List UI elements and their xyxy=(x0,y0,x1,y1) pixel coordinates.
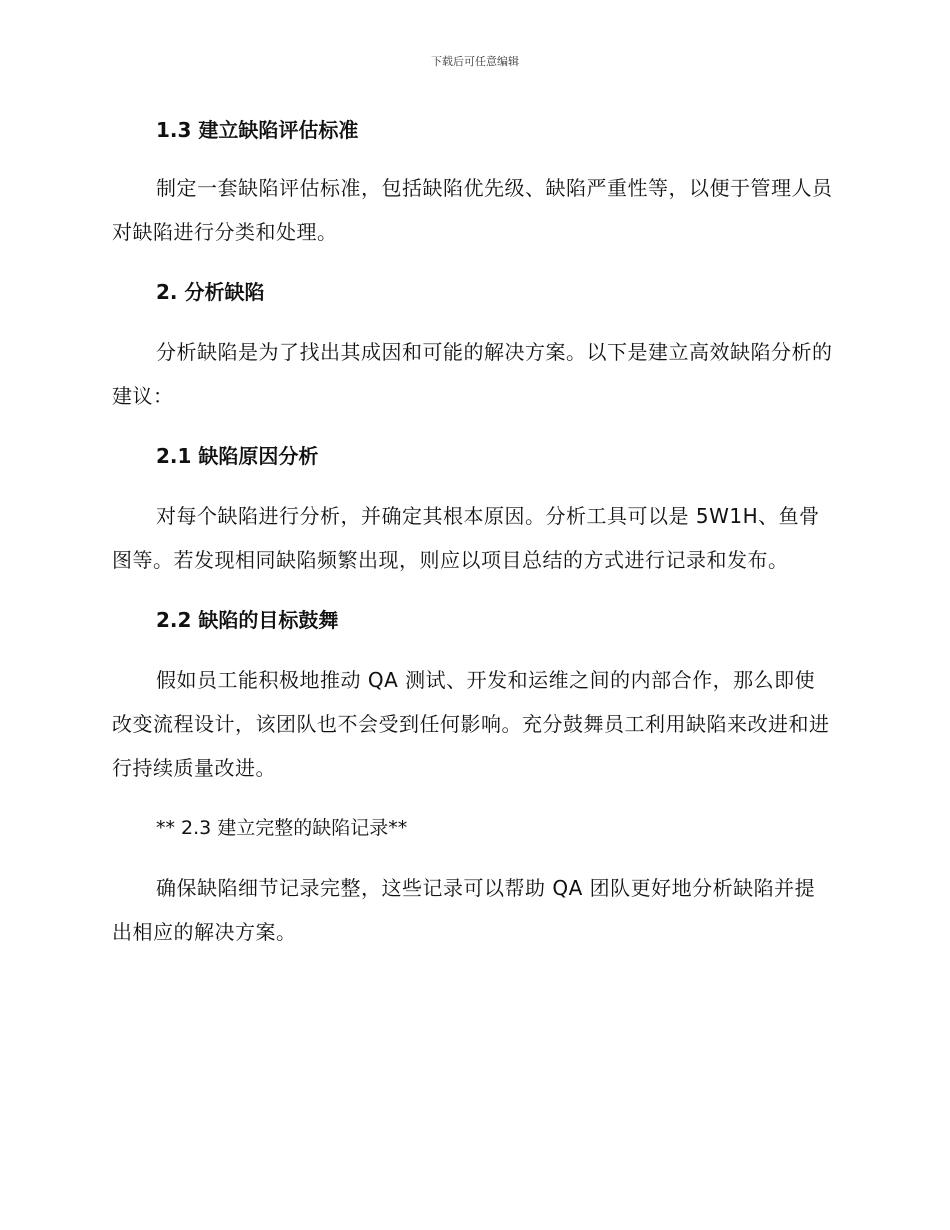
section-heading-2-1: 2.1 缺陷原因分析 xyxy=(156,444,319,468)
section-heading-2-2: 2.2 缺陷的目标鼓舞 xyxy=(156,608,339,632)
section-paragraph-2: 分析缺陷是为了找出其成因和可能的解决方案。以下是建立高效缺陷分析的建议： xyxy=(112,340,833,408)
section-heading-2-3: ** 2.3 建立完整的缺陷记录** xyxy=(156,817,408,839)
section-paragraph-2-1: 对每个缺陷进行分析，并确定其根本原因。分析工具可以是 5W1H、鱼骨图等。若发现相同缺陷频繁出现，则应以项目总结的方式进行记录和发布。 xyxy=(112,504,820,572)
section-paragraph-2-3: 确保缺陷细节记录完整，这些记录可以帮助 QA 团队更好地分析缺陷并提出相应的解决方案。 xyxy=(112,876,816,944)
section-paragraph-2-2: 假如员工能积极地推动 QA 测试、开发和运维之间的内部合作，那么即使改变流程设计，该团队也不会受到任何影响。充分鼓舞员工利用缺陷来改进和进行持续质量改进。 xyxy=(112,668,830,780)
document-body xyxy=(112,110,834,954)
page-header-note: 下载后可任意编辑 xyxy=(431,55,519,68)
section-paragraph-1-3: 制定一套缺陷评估标准，包括缺陷优先级、缺陷严重性等，以便于管理人员对缺陷进行分类和处理。 xyxy=(112,176,833,244)
section-heading-1-3: 1.3 建立缺陷评估标准 xyxy=(156,118,359,142)
section-heading-2: 2. 分析缺陷 xyxy=(156,280,265,304)
